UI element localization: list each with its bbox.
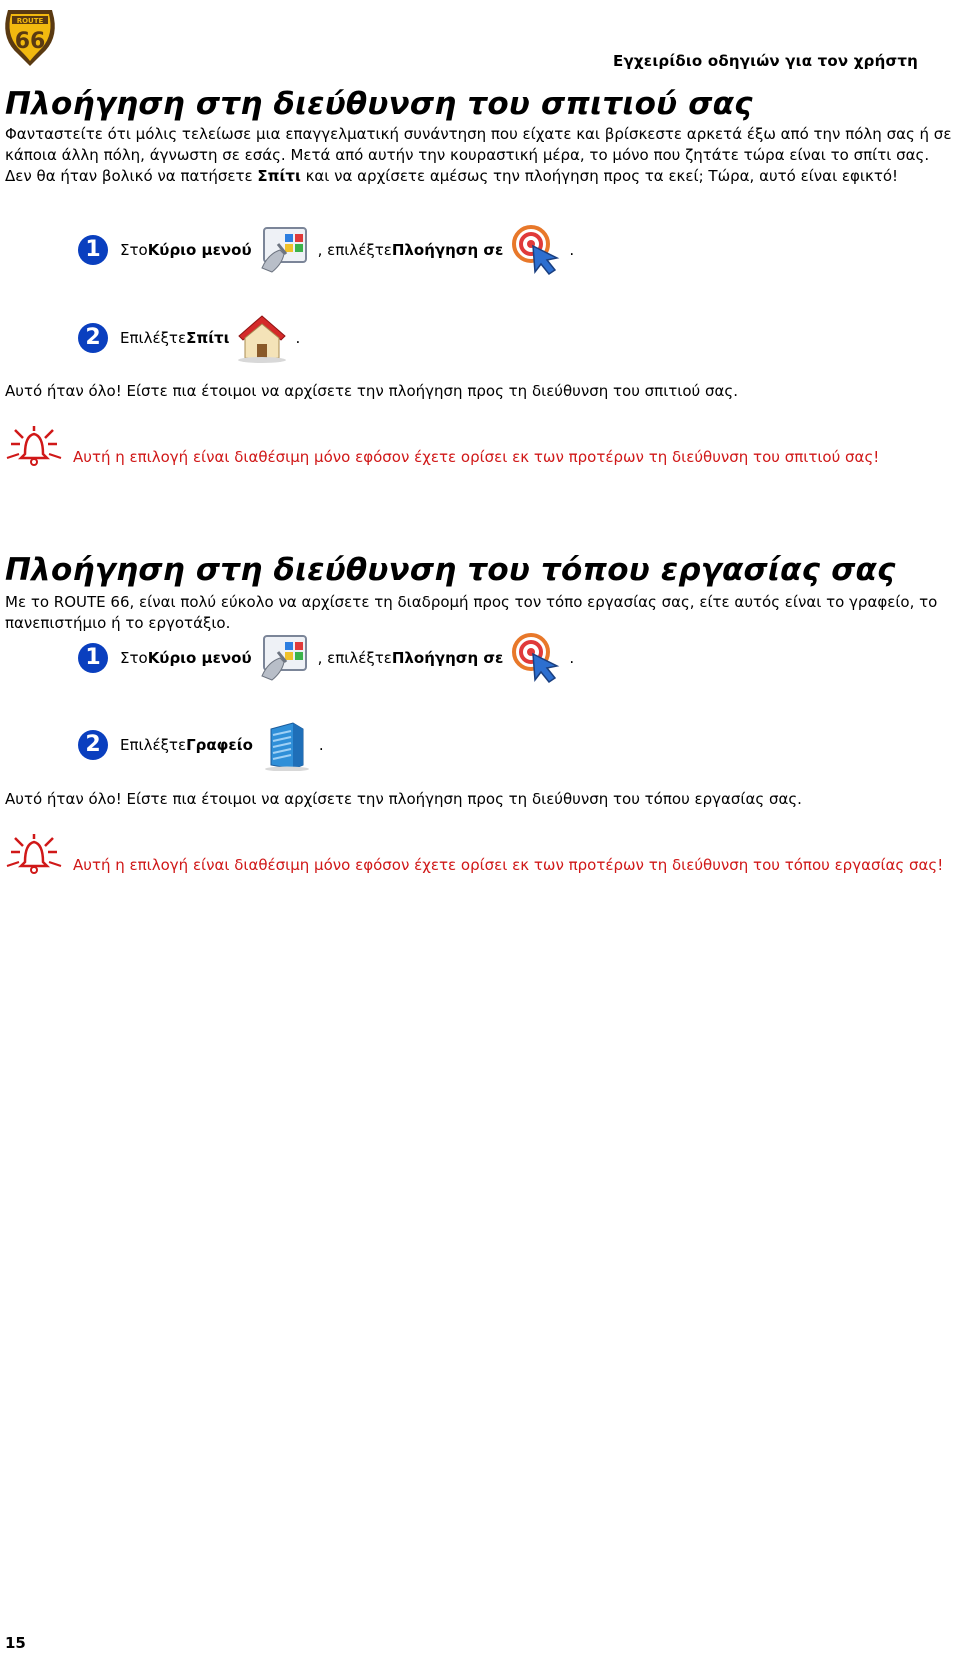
note-work: Αυτή η επιλογή είναι διαθέσιμη μόνο εφόσον έχετε ορίσει εκ των προτέρων τη διεύθυνση του τόπου εργασίας σας! [5,832,955,876]
section-intro-work: Με το ROUTE 66, είναι πολύ εύκολο να αρχίσετε τη διαδρομή προς τον τόπο εργασίας σας, είτε αυτός είναι το γραφείο, το πανεπιστήμιο ή το εργοτάξιο. [5,593,938,632]
step-number-2: 2 [78,323,108,353]
step-2-home: 2 Επιλέξτε Σπίτι . [78,318,300,358]
section-intro-home: Φανταστείτε ότι μόλις τελείωσε μια επαγγελματική συνάντηση που είχατε και βρίσκεστε αρκετά έξω από την πόλη σας ή σε κάποια άλλη πόλη, άγνωστη σε εσάς. Μετά από αυτήν την κουραστική μέρα, το μόνο που ζητάτε τώρα είναι το σπίτι σας. Δεν θα ήταν βολικό να πατήσετε Σπίτι και να αρχίσετε αμέσως την πλοήγηση προς τα εκεί; Τώρα, αυτό είναι εφικτό! [5,125,952,185]
house-icon [235,312,289,364]
step-number-1: 1 [78,235,108,265]
done-text-home: Αυτό ήταν όλο! Είστε πια έτοιμοι να αρχίσετε την πλοήγηση προς τη διεύθυνση του σπιτιού σας. [5,382,738,400]
step-number-1: 1 [78,643,108,673]
alarm-bell-icon [5,832,63,876]
page-number: 15 [5,1634,26,1652]
target-cursor-icon [509,632,563,684]
step-1-home: 1 Στο Κύριο μενού , επιλέξτε Πλοήγηση σε . [78,230,574,270]
home-label: Σπίτι [186,329,230,347]
main-menu-icon [258,224,312,276]
office-label: Γραφείο [186,736,253,754]
manual-header-title: Εγχειρίδιο οδηγιών για τον χρήστη [613,52,918,70]
logo-text-num: 66 [14,29,46,54]
note-home: Αυτή η επιλογή είναι διαθέσιμη μόνο εφόσον έχετε ορίσει εκ των προτέρων τη διεύθυνση του σπιτιού σας! [5,424,955,468]
section-title-home: Πλοήγηση στη διεύθυνση του σπιτιού σας [5,86,753,122]
done-text-work: Αυτό ήταν όλο! Είστε πια έτοιμοι να αρχίσετε την πλοήγηση προς τη διεύθυνση του τόπου εργασίας σας. [5,790,802,808]
navigate-to-label: Πλοήγηση σε [391,649,504,667]
step-number-2: 2 [78,730,108,760]
alarm-bell-icon [5,424,63,468]
section-title-work: Πλοήγηση στη διεύθυνση του τόπου εργασίας σας [5,552,896,588]
step-1-work: 1 Στο Κύριο μενού , επιλέξτε Πλοήγηση σε . [78,638,574,678]
office-building-icon [259,719,313,771]
main-menu-label: Κύριο μενού [147,241,252,259]
step-2-work: 2 Επιλέξτε Γραφείο . [78,725,324,765]
logo-text-top: ROUTE [16,17,44,25]
target-cursor-icon [509,224,563,276]
navigate-to-label: Πλοήγηση σε [391,241,504,259]
route66-logo [2,6,58,68]
main-menu-label: Κύριο μενού [147,649,252,667]
main-menu-icon [258,632,312,684]
